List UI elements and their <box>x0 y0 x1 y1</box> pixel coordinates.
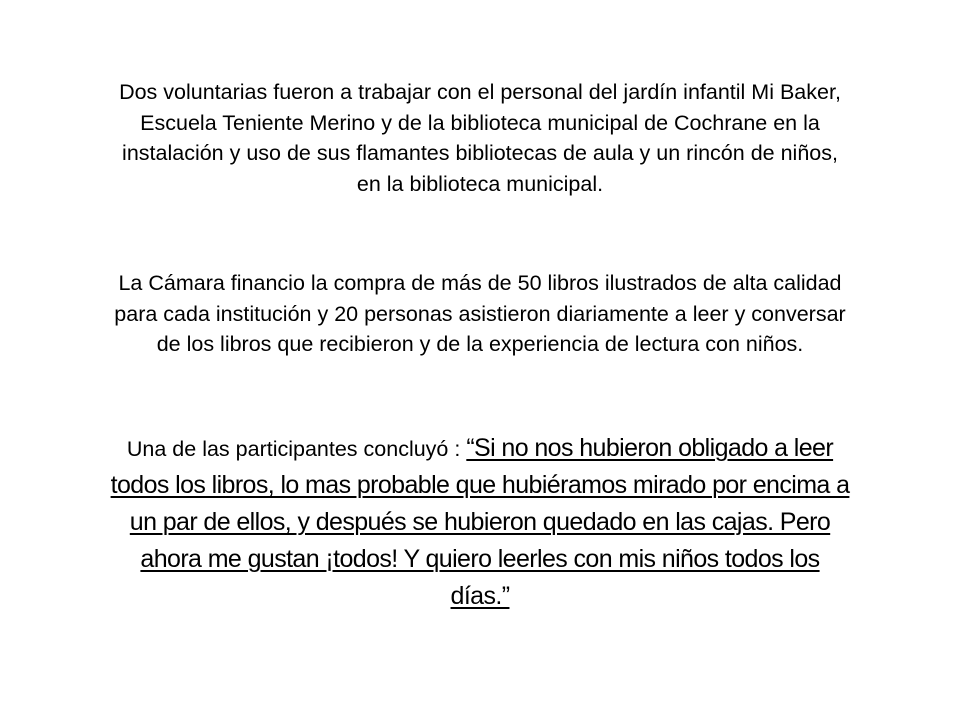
paragraph-volunteers: Dos voluntarias fueron a trabajar con el personal del jardín infantil Mi Baker, Escuela Teniente Merino y de la biblioteca municipal de Cochrane en la instalación y uso de sus flamantes bibliotecas de aula y un rincón de niños, en la biblioteca municipal. <box>119 80 841 196</box>
paragraph-participant-quote <box>110 430 850 615</box>
paragraph-books-funding: La Cámara financio la compra de más de 50 libros ilustrados de alta calidad para cada institución y 20 personas asistieron diariamente a leer y conversar de los libros que recibieron y de la experiencia de lectura con niños. <box>114 271 846 356</box>
participant-quote: “Si no nos hubieron obligado a leer todos los libros, lo mas probable que hubiéramos mirado por encima a un par de ellos, y después se hubieron quedado en las cajas. Pero ahora me gustan ¡todos! Y quiero leerles con mis niños todos los días.” <box>110 434 850 610</box>
quote-intro: Una de las participantes concluyó : <box>126 437 467 461</box>
